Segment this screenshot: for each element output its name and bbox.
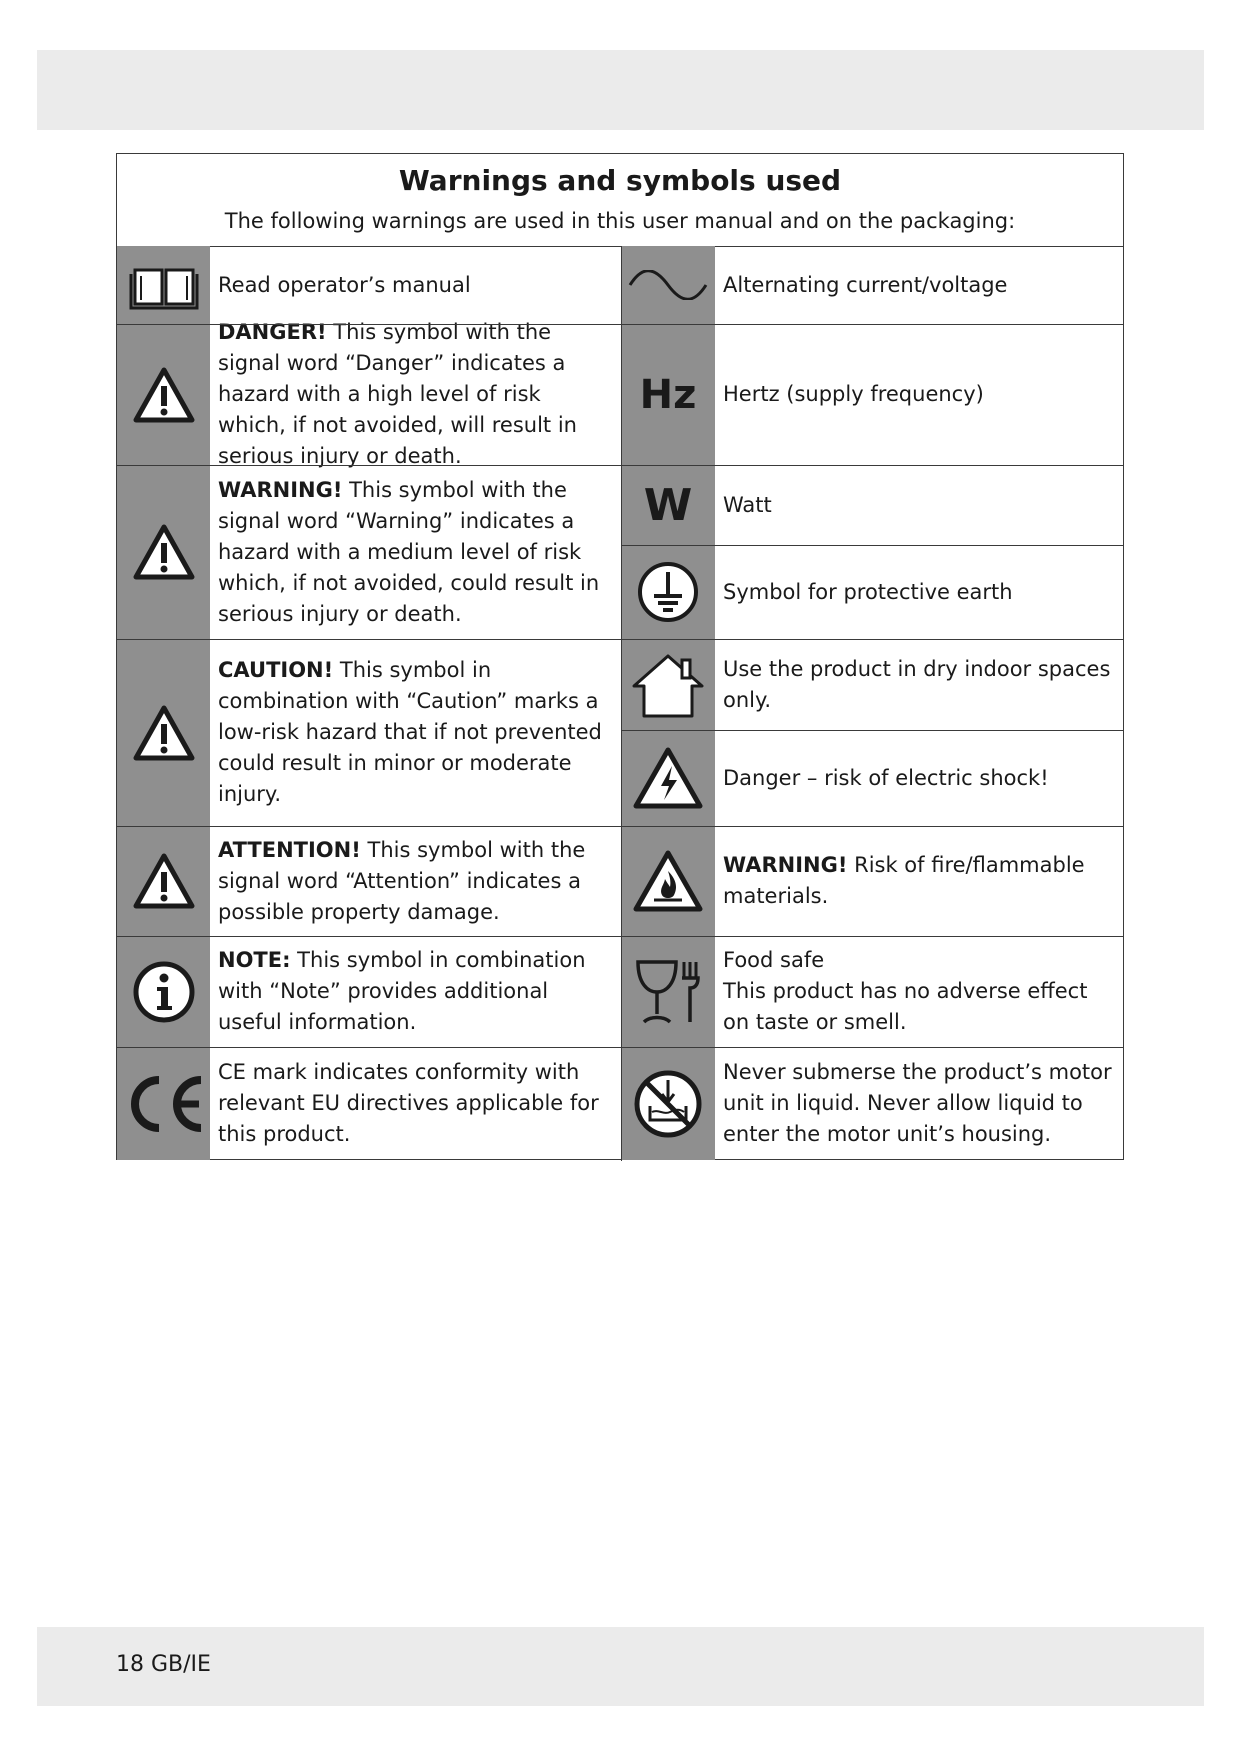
submerse-text: Never submerse the product’s motor unit in liquid. Never allow liquid to enter the motor unit’s housing.: [723, 1060, 1112, 1146]
food-text: [715, 936, 1123, 1047]
fire-keyword: WARNING!: [723, 853, 848, 877]
food-title: Food safe: [723, 948, 825, 972]
caution-keyword: CAUTION!: [218, 658, 334, 682]
hz-text: Hertz (supply frequency): [723, 382, 984, 406]
row-divider: [621, 730, 1123, 731]
table-title: Warnings and symbols used: [398, 164, 842, 197]
warning-triangle-icon: [117, 826, 210, 936]
note-keyword: NOTE:: [218, 948, 291, 972]
attention-keyword: ATTENTION!: [218, 837, 361, 862]
fire-description: Risk of fire/flammable materials.: [723, 853, 1085, 908]
watt-text: Watt: [723, 492, 772, 517]
shock-text: Danger – risk of electric shock!: [723, 765, 1049, 790]
sine-wave-icon: [621, 246, 715, 324]
flammable-icon: [621, 826, 715, 936]
house-icon: [621, 639, 715, 730]
book-icon: [117, 246, 210, 324]
ac-text: Alternating current/voltage: [723, 272, 1008, 297]
danger-text: [210, 320, 621, 468]
caution-description: This symbol in combination with “Caution” marks a low-risk hazard that if not prevented could result in minor or moderate injury.: [218, 658, 602, 806]
ce-text: CE mark indicates conformity with relevant EU directives applicable for this product.: [218, 1060, 599, 1146]
bottom-band: [37, 1627, 1204, 1706]
food-description: This product has no adverse effect on taste or smell.: [723, 979, 1088, 1034]
row-divider: [117, 826, 1123, 827]
warning-triangle-icon: [117, 639, 210, 826]
warning-text: [210, 465, 621, 639]
row-divider: [117, 936, 1123, 937]
warning-description: This symbol with the signal word “Warning” indicates a hazard with a medium level of risk which, if not avoided, could result in serious injury or death.: [218, 477, 600, 626]
top-band: [37, 50, 1204, 130]
protective-earth-icon: [621, 545, 715, 639]
indoor-text: Use the product in dry indoor spaces only.: [723, 656, 1111, 712]
no-submerse-icon: [621, 1047, 715, 1160]
note-description: This symbol in combination with “Note” provides additional useful information.: [218, 948, 586, 1034]
note-text: [210, 936, 621, 1047]
electric-shock-icon: [621, 730, 715, 826]
warning-triangle-icon: [117, 465, 210, 639]
table-header: [117, 154, 1123, 247]
danger-keyword: DANGER!: [218, 320, 327, 344]
column-divider: [621, 246, 622, 1161]
warning-keyword: WARNING!: [218, 477, 343, 502]
attention-description: This symbol with the signal word “Attention” indicates a possible property damage.: [218, 837, 586, 924]
danger-description: This symbol with the signal word “Danger” indicates a hazard with a high level of risk which, if not avoided, will result in serious injury or death.: [218, 320, 577, 468]
food-safe-icon: [621, 936, 715, 1047]
warnings-table: [116, 153, 1124, 1160]
row-divider: [117, 1047, 1123, 1048]
row-divider: [117, 324, 1123, 325]
hertz-symbol: Hz: [639, 371, 697, 418]
info-circle-icon: [117, 936, 210, 1047]
caution-text: [210, 639, 621, 826]
fire-text: [715, 826, 1123, 936]
row-divider: [621, 545, 1123, 546]
row-divider: [117, 639, 1123, 640]
table-subtitle: The following warnings are used in this user manual and on the packaging:: [224, 209, 1016, 233]
page-number: 18 GB/IE: [116, 1652, 211, 1677]
hertz-icon: [621, 324, 715, 465]
row-divider: [117, 465, 1123, 466]
watt-symbol: W: [643, 479, 693, 531]
attention-text: [210, 826, 621, 936]
manual-text: Read operator’s manual: [218, 272, 471, 297]
warning-triangle-icon: [117, 324, 210, 465]
ce-mark-icon: [117, 1047, 210, 1160]
watt-icon: [621, 465, 715, 545]
earth-text: Symbol for protective earth: [723, 579, 1013, 604]
